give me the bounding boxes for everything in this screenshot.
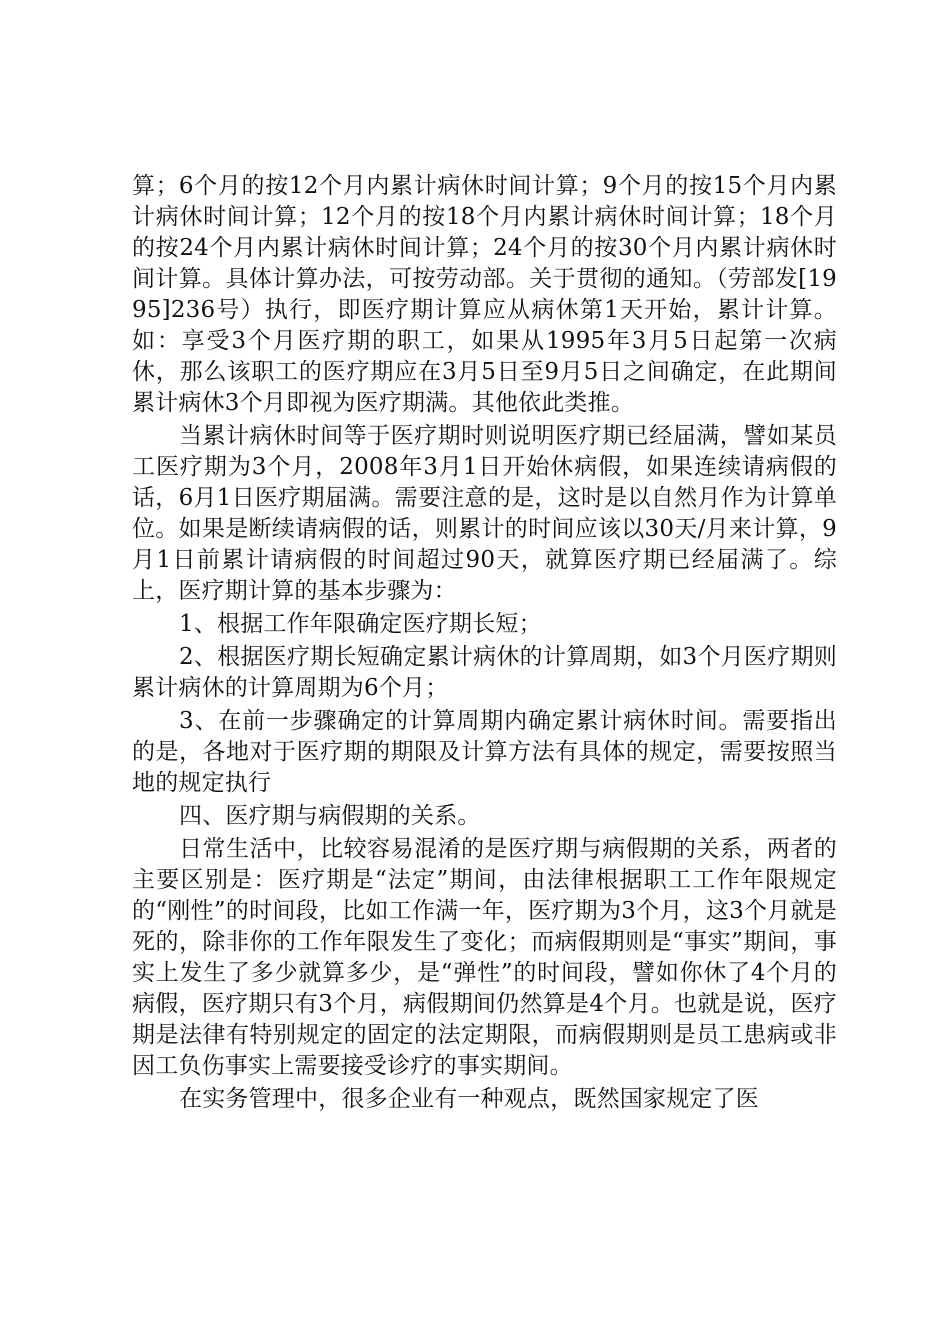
paragraph-expiry-explanation: 当累计病休时间等于医疗期时则说明医疗期已经届满，譬如某员工医疗期为3个月，2008年3月1日开始休病假，如果连续请病假的话，6月1日医疗期届满。需要注意的是，这时是以自然月作为计算单位。如果是断续请病假的话，则累计的时间应该以30天/月来计算，9月1日前累计请病假的时间超过90天，就算医疗期已经届满了。综上，医疗期计算的基本步骤为： bbox=[132, 423, 837, 604]
paragraph-medical-period-calculation: 算；6个月的按12个月内累计病休时间计算；9个月的按15个月内累计病休时间计算；12个月的按18个月内累计病休时间计算；18个月的按24个月内累计病休时间计算；24个月的按30个月内累计病休时间计算。具体计算办法，可按劳动部。关于贯彻的通知。（劳部发[1995]236号）执行，即医疗期计算应从病休第1天开始，累计计算。如：享受3个月医疗期的职工，如果从1995年3月5日起第一次病休，那么该职工的医疗期应在3月5日至9月5日之间确定，在此期间累计病休3个月即视为医疗期满。其他依此类推。 bbox=[132, 173, 837, 416]
document-body bbox=[132, 171, 837, 1117]
step-two: 2、根据医疗期长短确定累计病休的计算周期，如3个月医疗期则累计病休的计算周期为6个月； bbox=[132, 644, 837, 701]
paragraph-practice-management: 在实务管理中，很多企业有一种观点，既然国家规定了医 bbox=[179, 1086, 759, 1112]
step-three: 3、在前一步骤确定的计算周期内确定累计病休时间。需要指出的是，各地对于医疗期的期限及计算方法有具体的规定，需要按照当地的规定执行 bbox=[132, 708, 837, 796]
paragraph-medical-vs-sick-leave: 日常生活中，比较容易混淆的是医疗期与病假期的关系，两者的主要区别是：医疗期是“法定”期间，由法律根据职工工作年限规定的“刚性”的时间段，比如工作满一年，医疗期为3个月，这3个月就是死的，除非你的工作年限发生了变化；而病假期则是“事实”期间，事实上发生了多少就算多少，是“弹性”的时间段，譬如你休了4个月的病假，医疗期只有3个月，病假期间仍然算是4个月。也就是说，医疗期是法律有特别规定的固定的法定期限，而病假期则是员工患病或非因工负伤事实上需要接受诊疗的事实期间。 bbox=[132, 836, 837, 1079]
section-heading-medical-vs-sick-leave: 四、医疗期与病假期的关系。 bbox=[179, 803, 481, 829]
step-one: 1、根据工作年限确定医疗期长短； bbox=[179, 611, 542, 637]
